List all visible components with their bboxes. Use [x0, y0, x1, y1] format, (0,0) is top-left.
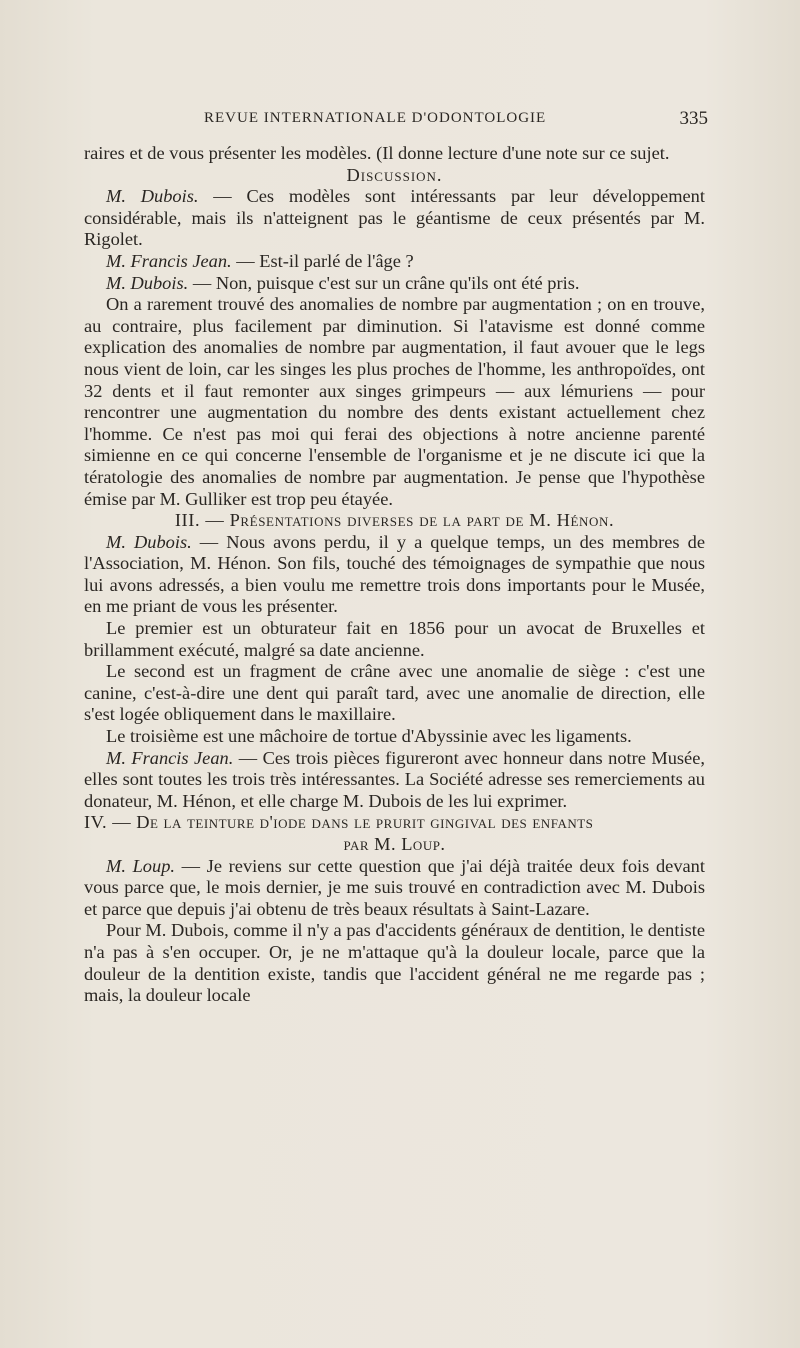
paragraph: Le premier est un obturateur fait en 1856 pour un avocat de Bruxelles et brillamment exécuté, malgré sa date ancienne. — [84, 618, 705, 660]
speaker-name: M. Dubois. — [106, 272, 189, 293]
paragraph: Pour M. Dubois, comme il n'y a pas d'accidents généraux de dentition, le dentiste n'a pas à s'en occuper. Or, je ne m'attaque qu'à la douleur locale, parce que la douleur de la dentition existe, tandis que l'accident général ne me regarde pas ; mais, la douleur locale — [84, 920, 705, 1006]
speaker-name: M. Francis Jean. — [106, 747, 234, 768]
paragraph: Le troisième est une mâchoire de tortue d'Abyssinie avec les ligaments. — [106, 726, 632, 747]
discussion-heading: Discussion. — [346, 164, 443, 185]
speaker-name: M. Dubois. — [106, 186, 199, 207]
speaker-name: M. Loup. — [106, 855, 175, 876]
speaker-name: M. Dubois. — [106, 531, 192, 552]
speaker-name: M. Francis Jean. — [106, 250, 232, 271]
page-body — [84, 143, 705, 1007]
running-title: REVUE INTERNATIONALE D'ODONTOLOGIE — [204, 110, 547, 126]
section-heading: III. — Présentations diverses de la part de M. Hénon. — [174, 510, 615, 531]
section-heading: IV. — De la teinture d'iode dans le prurit gingival des enfants — [84, 812, 594, 833]
paragraph: raires et de vous présenter les modèles. (Il donne lecture d'une note sur ce sujet. — [84, 143, 670, 163]
paragraph: M. Dubois. — Non, puisque c'est sur un crâne qu'ils ont été pris. — [106, 272, 580, 293]
paragraph: Le second est un fragment de crâne avec une anomalie de siège : c'est une canine, c'est-à-dire une dent qui paraît tard, avec une anomalie de direction, elle s'est logée obliquement dans le maxillaire. — [84, 661, 705, 725]
page-number: 335 — [679, 108, 708, 129]
paragraph: M. Loup. — Je reviens sur cette question que j'ai déjà traitée deux fois devant vous parce que, le mois dernier, je me suis trouvé en contradiction avec M. Dubois et parce que depuis j'ai obtenu de très beaux résultats à Saint-Lazare. — [84, 855, 705, 919]
paragraph: On a rarement trouvé des anomalies de nombre par augmentation ; on en trouve, au contraire, plus facilement par diminution. Si l'atavisme est donné comme explication des anomalies de nombre par augmentation, il faut avouer que le legs nous vient de loin, car les singes les plus proches de l'homme, les anthropoïdes, ont 32 dents et il faut remonter aux singes grimpeurs — aux lémuriens — pour rencontrer une augmentation du nombre des dents existant actuellement chez l'homme. Ce n'est pas moi qui ferai des objections à notre ancienne parenté simienne en ce qui concerne l'ensemble de l'organisme et je ne discute ici que la tératologie des anomalies de nombre par augmentation. Je pense que l'hypothèse émise par M. Gulliker est trop peu étayée. — [84, 294, 705, 509]
paragraph: M. Francis Jean. — Est-il parlé de l'âge ? — [106, 250, 414, 271]
paragraph: M. Dubois. — Nous avons perdu, il y a quelque temps, un des membres de l'Association, M. Hénon. Son fils, touché des témoignages de sympathie que nous lui avons adressés, a bien voulu me remettre trois dons importants pour le Musée, en me priant de vous les présenter. — [84, 531, 705, 617]
section-heading-author: par M. Loup. — [343, 834, 446, 854]
paragraph: M. Dubois. — Ces modèles sont intéressants par leur développement considérable, mais ils n'atteignent pas le géantisme de ceux présentés par M. Rigolet. — [84, 186, 705, 250]
paragraph: M. Francis Jean. — Ces trois pièces figureront avec honneur dans notre Musée, elles sont toutes les trois très intéressantes. La Société adresse ses remerciements au donateur, M. Hénon, et elle charge M. Dubois de les lui exprimer. — [84, 747, 705, 811]
